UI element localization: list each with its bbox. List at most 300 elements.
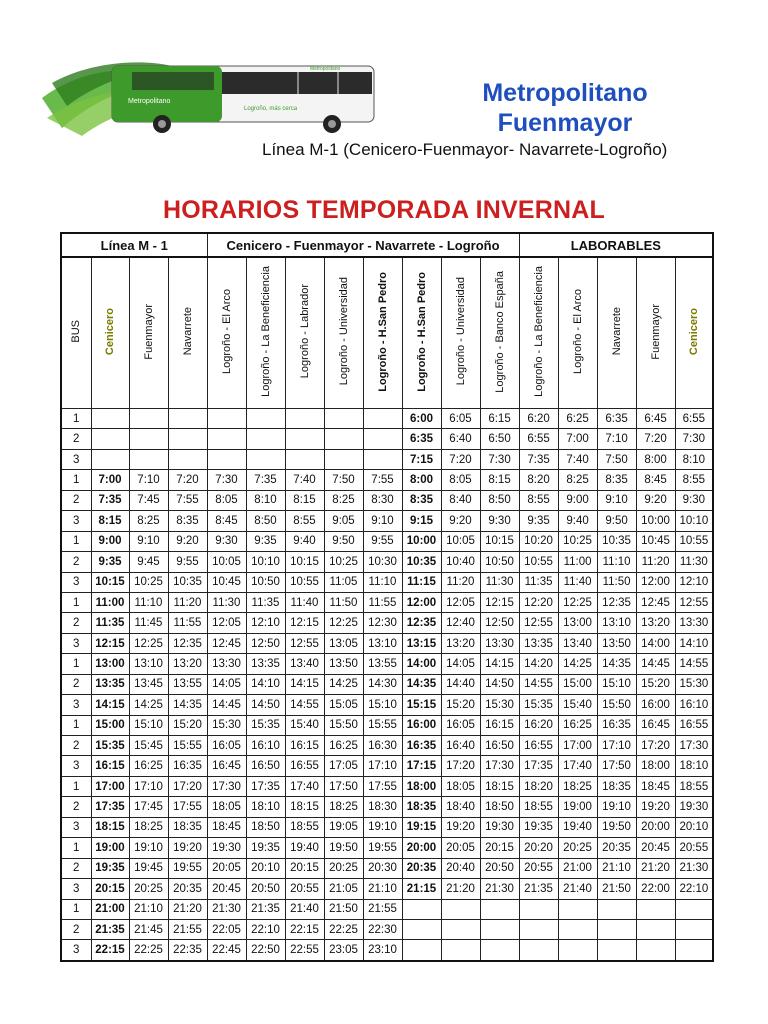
time-cell: 10:40 <box>441 552 480 572</box>
time-cell: 9:55 <box>168 552 207 572</box>
stop-header-11 <box>480 257 519 409</box>
time-cell: 21:10 <box>129 899 168 919</box>
time-cell: 18:05 <box>441 776 480 796</box>
time-cell: 6:50 <box>480 429 519 449</box>
time-cell: 16:05 <box>441 715 480 735</box>
table-row <box>61 715 713 735</box>
time-cell: 15:20 <box>636 674 675 694</box>
stop-header-15 <box>636 257 675 409</box>
time-cell: 13:00 <box>558 613 597 633</box>
time-cell: 23:10 <box>363 940 402 961</box>
time-cell: 18:25 <box>324 797 363 817</box>
time-cell: 10:00 <box>636 511 675 531</box>
stop-label: Logroño - La Beneficiencia <box>259 266 272 397</box>
time-cell: 16:45 <box>207 756 246 776</box>
time-cell <box>363 409 402 429</box>
time-cell: 18:50 <box>246 817 285 837</box>
time-cell <box>246 409 285 429</box>
time-cell: 19:30 <box>207 838 246 858</box>
time-cell: 17:30 <box>480 756 519 776</box>
time-cell <box>324 449 363 469</box>
stop-header-9 <box>402 257 441 409</box>
time-cell: 9:00 <box>91 531 129 551</box>
time-cell: 13:45 <box>129 674 168 694</box>
time-cell: 7:00 <box>558 429 597 449</box>
time-cell: 12:05 <box>207 613 246 633</box>
time-cell: 20:15 <box>91 879 129 899</box>
time-cell: 19:20 <box>636 797 675 817</box>
table-row <box>61 940 713 961</box>
time-cell: 10:25 <box>324 552 363 572</box>
stop-header-2 <box>129 257 168 409</box>
stop-header-0 <box>61 257 91 409</box>
time-cell <box>675 919 713 939</box>
brand-title <box>430 78 700 138</box>
time-cell: 11:50 <box>324 592 363 612</box>
time-cell: 9:35 <box>91 552 129 572</box>
time-cell: 8:00 <box>402 470 441 490</box>
time-cell: 19:40 <box>285 838 324 858</box>
time-cell: 18:45 <box>636 776 675 796</box>
time-cell <box>441 919 480 939</box>
time-cell: 6:00 <box>402 409 441 429</box>
time-cell: 13:30 <box>675 613 713 633</box>
time-cell: 15:05 <box>324 695 363 715</box>
time-cell: 11:10 <box>597 552 636 572</box>
stop-label: Fuenmayor <box>142 303 155 360</box>
time-cell: 11:10 <box>363 572 402 592</box>
time-cell: 12:00 <box>636 572 675 592</box>
schedule-table <box>60 232 714 962</box>
time-cell <box>480 899 519 919</box>
time-cell: 18:05 <box>207 797 246 817</box>
time-cell: 17:20 <box>636 736 675 756</box>
stop-header-1 <box>91 257 129 409</box>
time-cell: 6:40 <box>441 429 480 449</box>
time-cell: 16:10 <box>675 695 713 715</box>
time-cell: 7:35 <box>246 470 285 490</box>
table-row <box>61 592 713 612</box>
time-cell: 19:55 <box>168 858 207 878</box>
stop-label: Navarrete <box>181 307 194 356</box>
time-cell: 17:10 <box>597 736 636 756</box>
time-cell: 11:55 <box>168 613 207 633</box>
time-cell: 18:25 <box>558 776 597 796</box>
time-cell <box>91 429 129 449</box>
time-cell: 9:20 <box>636 490 675 510</box>
time-cell <box>207 449 246 469</box>
time-cell: 14:15 <box>285 674 324 694</box>
time-cell: 20:15 <box>480 838 519 858</box>
time-cell: 17:00 <box>91 776 129 796</box>
time-cell: 13:20 <box>636 613 675 633</box>
time-cell: 14:25 <box>558 654 597 674</box>
table-row <box>61 409 713 429</box>
time-cell: 11:50 <box>597 572 636 592</box>
time-cell: 18:25 <box>129 817 168 837</box>
time-cell: 21:30 <box>480 879 519 899</box>
bus-number-cell: 1 <box>61 776 91 796</box>
time-cell: 8:05 <box>441 470 480 490</box>
time-cell: 11:05 <box>324 572 363 592</box>
group-line: Línea M - 1 <box>61 233 207 257</box>
table-row <box>61 572 713 592</box>
time-cell <box>441 899 480 919</box>
table-row <box>61 858 713 878</box>
time-cell: 20:55 <box>675 838 713 858</box>
time-cell: 12:25 <box>129 633 168 653</box>
stop-header-3 <box>168 257 207 409</box>
time-cell: 13:00 <box>91 654 129 674</box>
stop-header-10 <box>441 257 480 409</box>
time-cell: 12:55 <box>675 592 713 612</box>
time-cell: 22:25 <box>129 940 168 961</box>
time-cell: 14:50 <box>480 674 519 694</box>
time-cell: 9:50 <box>597 511 636 531</box>
time-cell: 13:40 <box>558 633 597 653</box>
bus-banner-image <box>42 58 382 138</box>
time-cell: 7:45 <box>129 490 168 510</box>
time-cell: 9:30 <box>207 531 246 551</box>
table-row <box>61 736 713 756</box>
time-cell: 7:15 <box>402 449 441 469</box>
time-cell: 17:50 <box>597 756 636 776</box>
time-cell: 16:40 <box>441 736 480 756</box>
time-cell: 8:05 <box>207 490 246 510</box>
time-cell: 12:45 <box>636 592 675 612</box>
time-cell: 15:45 <box>129 736 168 756</box>
time-cell: 20:15 <box>285 858 324 878</box>
time-cell: 15:50 <box>324 715 363 735</box>
time-cell: 10:35 <box>168 572 207 592</box>
time-cell: 20:05 <box>441 838 480 858</box>
time-cell: 11:30 <box>207 592 246 612</box>
time-cell: 9:00 <box>558 490 597 510</box>
time-cell: 15:40 <box>285 715 324 735</box>
time-cell: 16:15 <box>91 756 129 776</box>
time-cell: 14:55 <box>519 674 558 694</box>
table-row <box>61 490 713 510</box>
time-cell: 18:55 <box>285 817 324 837</box>
time-cell: 21:15 <box>402 879 441 899</box>
table-row <box>61 654 713 674</box>
bus-number-cell: 3 <box>61 511 91 531</box>
time-cell: 16:55 <box>675 715 713 735</box>
time-cell: 19:20 <box>168 838 207 858</box>
time-cell: 10:05 <box>441 531 480 551</box>
stop-header-4 <box>207 257 246 409</box>
time-cell: 16:35 <box>168 756 207 776</box>
time-cell: 21:20 <box>636 858 675 878</box>
bus-number-cell: 3 <box>61 572 91 592</box>
time-cell: 7:55 <box>363 470 402 490</box>
time-cell: 10:10 <box>675 511 713 531</box>
time-cell: 17:35 <box>519 756 558 776</box>
time-cell: 16:00 <box>636 695 675 715</box>
bus-number-cell: 1 <box>61 409 91 429</box>
time-cell: 7:35 <box>91 490 129 510</box>
time-cell: 17:35 <box>91 797 129 817</box>
stop-label: Logroño - H.San Pedro <box>415 271 428 392</box>
table-row <box>61 674 713 694</box>
time-cell: 8:45 <box>636 470 675 490</box>
time-cell: 8:15 <box>91 511 129 531</box>
time-cell: 20:55 <box>285 879 324 899</box>
time-cell <box>168 449 207 469</box>
time-cell: 11:35 <box>519 572 558 592</box>
time-cell <box>597 899 636 919</box>
time-cell: 9:35 <box>246 531 285 551</box>
time-cell: 14:00 <box>636 633 675 653</box>
time-cell: 17:30 <box>207 776 246 796</box>
bus-side-text: Metropolitano <box>128 98 171 105</box>
bus-slogan: Logroño, más cerca <box>244 106 298 112</box>
time-cell: 15:10 <box>597 674 636 694</box>
time-cell <box>285 449 324 469</box>
time-cell: 15:20 <box>168 715 207 735</box>
time-cell: 22:05 <box>207 919 246 939</box>
time-cell: 12:15 <box>480 592 519 612</box>
time-cell: 20:25 <box>129 879 168 899</box>
time-cell: 20:50 <box>246 879 285 899</box>
time-cell: 14:50 <box>246 695 285 715</box>
bus-number-cell: 2 <box>61 429 91 449</box>
time-cell: 18:00 <box>402 776 441 796</box>
time-cell: 11:20 <box>168 592 207 612</box>
bus-number-cell: 2 <box>61 490 91 510</box>
time-cell: 21:55 <box>363 899 402 919</box>
time-cell: 13:10 <box>129 654 168 674</box>
stop-label: Navarrete <box>610 307 623 356</box>
time-cell: 18:50 <box>480 797 519 817</box>
time-cell: 8:25 <box>324 490 363 510</box>
time-cell: 20:35 <box>597 838 636 858</box>
time-cell: 18:00 <box>636 756 675 776</box>
time-cell: 21:35 <box>91 919 129 939</box>
time-cell <box>480 940 519 961</box>
time-cell: 18:30 <box>363 797 402 817</box>
schedule-table-container <box>60 232 712 962</box>
bus-number-cell: 3 <box>61 449 91 469</box>
time-cell: 14:05 <box>441 654 480 674</box>
time-cell: 21:40 <box>285 899 324 919</box>
bus-number-cell: 2 <box>61 736 91 756</box>
time-cell: 11:30 <box>675 552 713 572</box>
time-cell: 16:05 <box>207 736 246 756</box>
time-cell: 8:55 <box>675 470 713 490</box>
time-cell <box>207 409 246 429</box>
time-cell: 17:10 <box>363 756 402 776</box>
table-row <box>61 797 713 817</box>
time-cell: 6:20 <box>519 409 558 429</box>
time-cell: 13:35 <box>91 674 129 694</box>
time-cell: 11:30 <box>480 572 519 592</box>
time-cell: 19:10 <box>363 817 402 837</box>
bus-route-sign: Metropolitano <box>310 66 341 72</box>
time-cell: 19:45 <box>129 858 168 878</box>
time-cell: 12:55 <box>285 633 324 653</box>
time-cell <box>363 449 402 469</box>
time-cell: 15:35 <box>246 715 285 735</box>
time-cell: 7:30 <box>480 449 519 469</box>
time-cell: 11:00 <box>558 552 597 572</box>
time-cell: 7:50 <box>597 449 636 469</box>
time-cell: 12:15 <box>91 633 129 653</box>
bus-number-cell: 2 <box>61 552 91 572</box>
time-cell: 20:30 <box>363 858 402 878</box>
time-cell <box>324 429 363 449</box>
stop-label: Logroño - Banco España <box>493 270 506 393</box>
time-cell: 13:10 <box>363 633 402 653</box>
time-cell: 14:55 <box>285 695 324 715</box>
time-cell: 7:35 <box>519 449 558 469</box>
table-row <box>61 776 713 796</box>
time-cell: 22:00 <box>636 879 675 899</box>
time-cell: 12:45 <box>207 633 246 653</box>
time-cell: 17:35 <box>246 776 285 796</box>
time-cell: 18:15 <box>480 776 519 796</box>
time-cell: 12:25 <box>558 592 597 612</box>
time-cell: 16:45 <box>636 715 675 735</box>
time-cell: 17:55 <box>168 797 207 817</box>
time-cell: 18:35 <box>597 776 636 796</box>
time-cell: 16:55 <box>285 756 324 776</box>
time-cell: 11:35 <box>91 613 129 633</box>
time-cell <box>402 940 441 961</box>
time-cell: 16:30 <box>363 736 402 756</box>
time-cell: 9:50 <box>324 531 363 551</box>
time-cell: 14:10 <box>246 674 285 694</box>
time-cell: 14:05 <box>207 674 246 694</box>
time-cell: 10:15 <box>480 531 519 551</box>
time-cell: 13:35 <box>246 654 285 674</box>
time-cell: 16:55 <box>519 736 558 756</box>
time-cell: 19:30 <box>480 817 519 837</box>
time-cell: 17:50 <box>324 776 363 796</box>
bus-number-cell: 1 <box>61 654 91 674</box>
time-cell: 8:25 <box>129 511 168 531</box>
time-cell: 11:00 <box>91 592 129 612</box>
table-row <box>61 613 713 633</box>
time-cell: 9:45 <box>129 552 168 572</box>
time-cell: 14:25 <box>129 695 168 715</box>
time-cell: 20:40 <box>441 858 480 878</box>
time-cell: 15:35 <box>519 695 558 715</box>
time-cell: 11:20 <box>636 552 675 572</box>
time-cell: 18:35 <box>402 797 441 817</box>
bus-number-cell: 3 <box>61 817 91 837</box>
time-cell: 20:55 <box>519 858 558 878</box>
stop-label: Cenicero <box>104 307 116 356</box>
time-cell: 15:10 <box>129 715 168 735</box>
time-cell: 13:30 <box>207 654 246 674</box>
time-cell: 10:25 <box>558 531 597 551</box>
time-cell: 17:40 <box>285 776 324 796</box>
time-cell: 13:20 <box>441 633 480 653</box>
time-cell: 10:35 <box>597 531 636 551</box>
time-cell: 10:00 <box>402 531 441 551</box>
time-cell: 19:10 <box>129 838 168 858</box>
time-cell: 20:25 <box>324 858 363 878</box>
time-cell: 16:50 <box>480 736 519 756</box>
time-cell <box>129 449 168 469</box>
time-cell: 8:10 <box>246 490 285 510</box>
time-cell <box>558 899 597 919</box>
time-cell: 21:30 <box>207 899 246 919</box>
time-cell: 16:15 <box>285 736 324 756</box>
bus-number-cell: 2 <box>61 613 91 633</box>
time-cell: 14:15 <box>91 695 129 715</box>
time-cell <box>480 919 519 939</box>
table-row <box>61 838 713 858</box>
time-cell: 19:00 <box>558 797 597 817</box>
time-cell: 8:55 <box>519 490 558 510</box>
time-cell: 20:00 <box>636 817 675 837</box>
bus-number-cell: 3 <box>61 756 91 776</box>
time-cell: 9:10 <box>363 511 402 531</box>
time-cell <box>363 429 402 449</box>
time-cell: 10:20 <box>519 531 558 551</box>
time-cell: 10:55 <box>285 572 324 592</box>
time-cell: 9:05 <box>324 511 363 531</box>
time-cell: 23:05 <box>324 940 363 961</box>
time-cell: 7:20 <box>168 470 207 490</box>
table-row <box>61 633 713 653</box>
time-cell: 6:25 <box>558 409 597 429</box>
table-row <box>61 511 713 531</box>
stop-header-5 <box>246 257 285 409</box>
time-cell: 12:50 <box>246 633 285 653</box>
time-cell: 20:45 <box>636 838 675 858</box>
time-cell: 9:15 <box>402 511 441 531</box>
stop-header-7 <box>324 257 363 409</box>
time-cell: 15:15 <box>402 695 441 715</box>
time-cell: 14:35 <box>402 674 441 694</box>
time-cell: 8:35 <box>402 490 441 510</box>
bus-number-cell: 3 <box>61 695 91 715</box>
time-cell: 12:15 <box>285 613 324 633</box>
time-cell: 15:10 <box>363 695 402 715</box>
time-cell: 15:30 <box>207 715 246 735</box>
time-cell: 10:50 <box>246 572 285 592</box>
time-cell: 14:10 <box>675 633 713 653</box>
time-cell: 10:45 <box>207 572 246 592</box>
bus-number-cell: 1 <box>61 838 91 858</box>
time-cell: 12:50 <box>480 613 519 633</box>
time-cell: 19:05 <box>324 817 363 837</box>
time-cell: 17:00 <box>558 736 597 756</box>
time-cell: 7:00 <box>91 470 129 490</box>
bus-number-cell: 2 <box>61 674 91 694</box>
time-cell: 14:20 <box>519 654 558 674</box>
bus-number-cell: 3 <box>61 940 91 961</box>
time-cell: 21:05 <box>324 879 363 899</box>
time-cell: 19:50 <box>324 838 363 858</box>
time-cell: 18:15 <box>91 817 129 837</box>
time-cell: 20:45 <box>207 879 246 899</box>
time-cell: 7:10 <box>597 429 636 449</box>
stop-header-row <box>61 257 713 409</box>
stop-label: BUS <box>70 320 83 343</box>
time-cell: 8:35 <box>168 511 207 531</box>
time-cell: 15:40 <box>558 695 597 715</box>
time-cell: 7:20 <box>636 429 675 449</box>
time-cell: 13:55 <box>168 674 207 694</box>
time-cell: 17:45 <box>129 797 168 817</box>
time-cell: 6:15 <box>480 409 519 429</box>
time-cell: 8:50 <box>246 511 285 531</box>
time-cell: 16:15 <box>480 715 519 735</box>
